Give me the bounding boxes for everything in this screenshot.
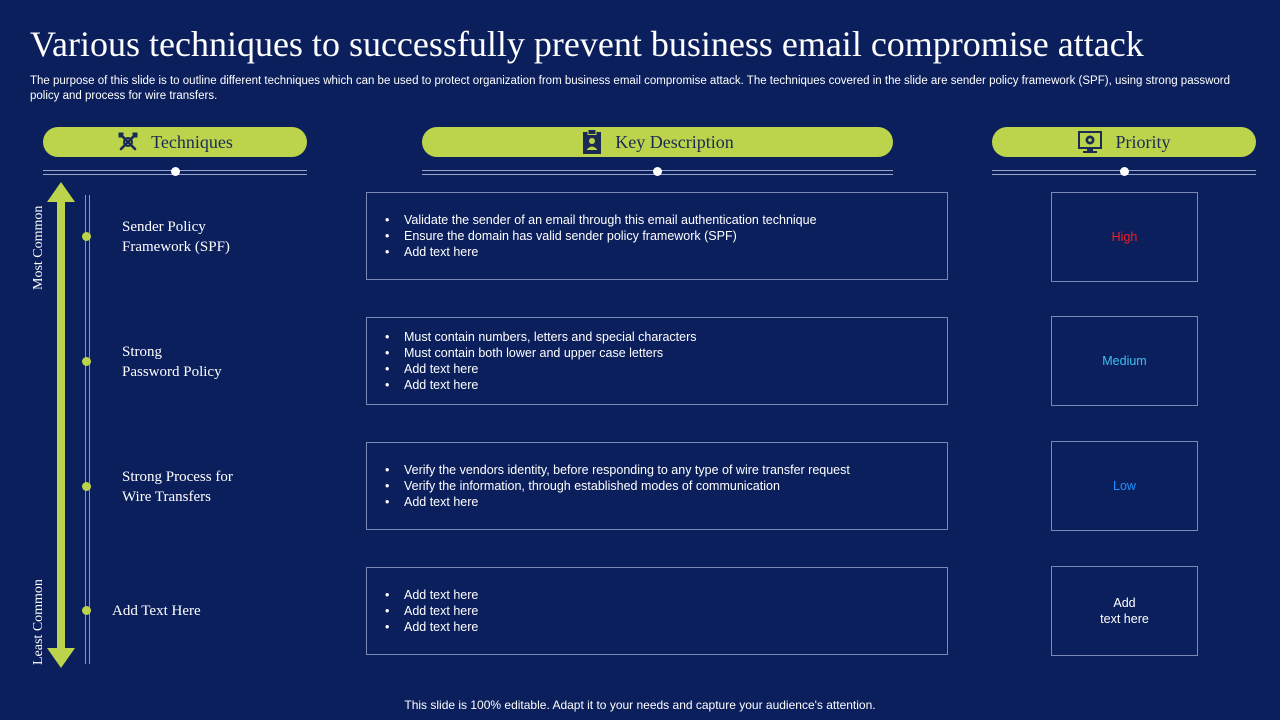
priority-header-label: Priority	[1115, 131, 1171, 152]
priority-value: High	[1111, 230, 1138, 244]
clipboard-user-icon	[581, 129, 603, 155]
footer-note: This slide is 100% editable. Adapt it to your needs and capture your audience's attention.	[404, 698, 876, 712]
timeline-dot	[82, 232, 91, 241]
priority-box	[1051, 566, 1198, 656]
technique-label: Add Text Here	[112, 603, 201, 619]
description-bullet: • Verify the information, through established modes of communication	[404, 478, 850, 494]
axis-least-common: Least Common	[31, 579, 46, 665]
description-bullet: • Add text here	[404, 494, 850, 510]
technique-label: Sender Policy Framework (SPF)	[122, 219, 230, 255]
technique-label: Strong Password Policy	[122, 344, 222, 380]
description-bullet: • Verify the vendors identity, before responding to any type of wire transfer request	[404, 462, 850, 478]
priority-divider-dot	[1120, 167, 1129, 176]
axis-most-common: Most Common	[31, 205, 46, 290]
description-bullet: • Add text here	[404, 361, 697, 377]
description-bullet: • Add text here	[404, 377, 697, 393]
description-bullet: • Ensure the domain has valid sender policy framework (SPF)	[404, 228, 817, 244]
techniques-header-label: Techniques	[151, 131, 233, 152]
description-bullet: • Validate the sender of an email through this email authentication technique	[404, 212, 817, 228]
priority-box	[1051, 441, 1198, 531]
tools-icon	[117, 131, 139, 153]
description-header	[422, 127, 893, 157]
priority-header	[992, 127, 1256, 157]
priority-value: Add text here	[1100, 596, 1149, 626]
description-box	[366, 317, 948, 405]
priority-value: Low	[1113, 479, 1136, 493]
technique-timeline	[85, 195, 90, 664]
priority-box	[1051, 192, 1198, 282]
techniques-divider-dot	[171, 167, 180, 176]
description-header-label: Key Description	[615, 131, 734, 152]
description-bullet: • Add text here	[404, 587, 478, 603]
description-bullet: • Must contain numbers, letters and special characters	[404, 329, 697, 345]
timeline-dot	[82, 606, 91, 615]
timeline-dot	[82, 357, 91, 366]
technique-label: Strong Process for Wire Transfers	[122, 469, 233, 505]
slide-title: Various techniques to successfully prevent business email compromise attack	[30, 24, 1144, 64]
techniques-header	[43, 127, 307, 157]
priority-box	[1051, 316, 1198, 406]
description-bullet: • Add text here	[404, 244, 817, 260]
monitor-gear-icon	[1077, 130, 1103, 154]
description-bullet: • Must contain both lower and upper case letters	[404, 345, 697, 361]
description-divider-dot	[653, 167, 662, 176]
priority-value: Medium	[1102, 354, 1147, 368]
description-box	[366, 442, 948, 530]
description-box	[366, 192, 948, 280]
description-bullet: • Add text here	[404, 603, 478, 619]
frequency-axis-bar	[57, 198, 65, 654]
slide-subtitle: The purpose of this slide is to outline different techniques which can be used to protect organization from business email compromise attack. The techniques covered in the slide are sender policy framework (SPF), using strong password policy and process for wire transfers.	[30, 75, 1231, 102]
description-bullet: • Add text here	[404, 619, 478, 635]
description-box	[366, 567, 948, 655]
timeline-dot	[82, 482, 91, 491]
